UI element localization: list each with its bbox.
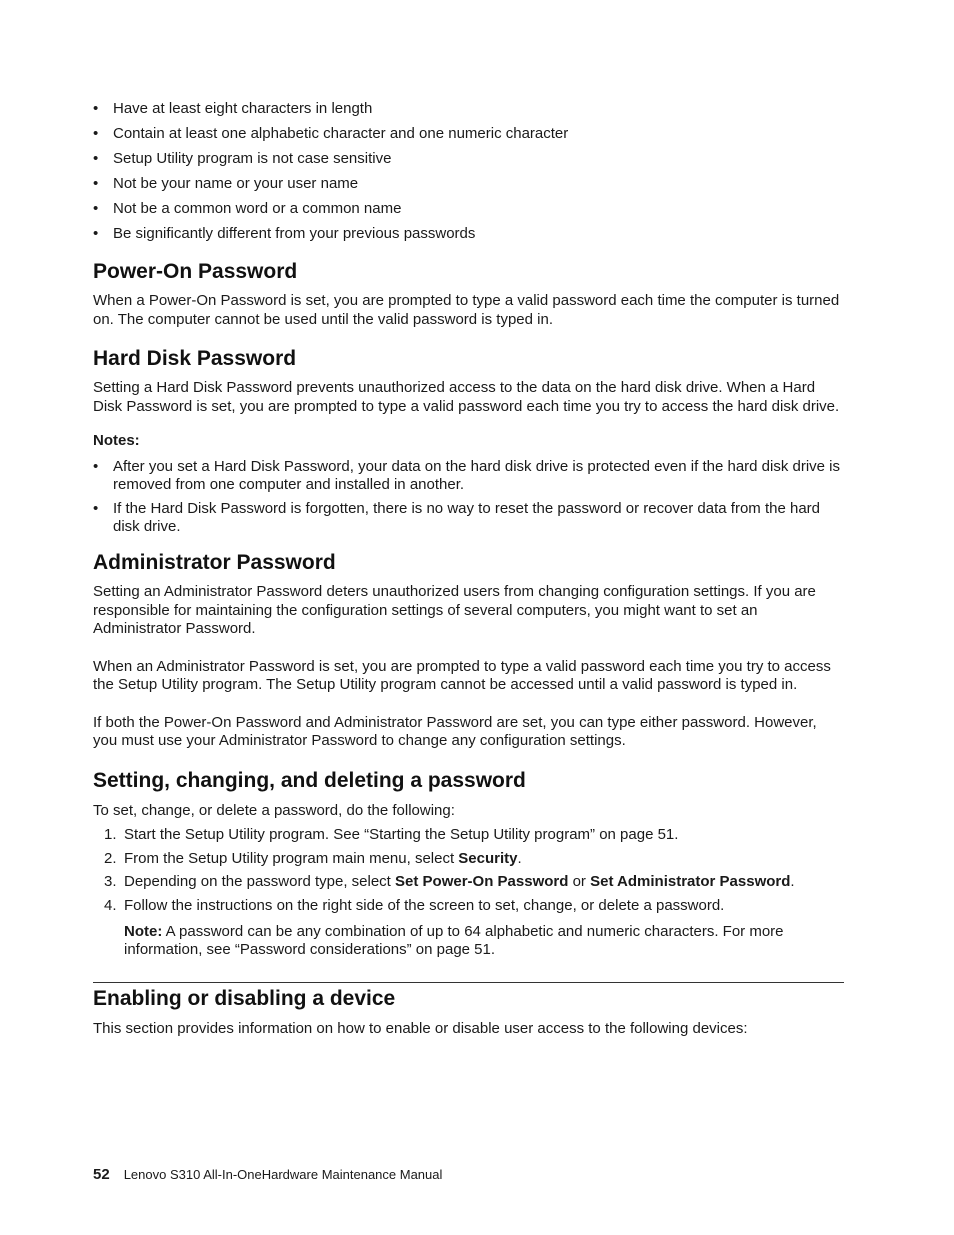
- page-footer: [93, 1166, 442, 1183]
- hard-disk-body: Setting a Hard Disk Password prevents unauthorized access to the data on the hard disk drive. When a Hard Disk Password is set, you are prompted to type a valid password each time you try to access the hard disk drive.: [93, 379, 840, 415]
- step-text-end: .: [517, 849, 522, 867]
- step-text-end: .: [790, 873, 795, 890]
- setting-intro: To set, change, or delete a password, do the following:: [93, 801, 455, 819]
- step-item: [93, 873, 845, 891]
- admin-heading: Administrator Password: [93, 551, 336, 574]
- enabling-heading: Enabling or disabling a device: [93, 986, 396, 1010]
- step-number: 1.: [104, 826, 117, 843]
- list-item: • Contain at least one alphabetic character and one numeric character: [93, 125, 845, 143]
- list-item: • Not be your name or your user name: [93, 175, 845, 193]
- password-note: [93, 923, 845, 960]
- step-item: [93, 850, 845, 868]
- setting-heading: Setting, changing, and deleting a password: [93, 768, 526, 792]
- note-text: A password can be any combination of up to 64 alphabetic and numeric characters. For more information, see “Password considerations” on page 51.: [124, 922, 784, 958]
- step-text-mid: or: [568, 873, 591, 890]
- step-text: From the Setup Utility program main menu, select: [124, 849, 459, 867]
- power-on-body: When a Power-On Password is set, you are prompted to type a valid password each time the computer is turned on. The computer cannot be used until the valid password is typed in.: [93, 292, 840, 328]
- step-text: Start the Setup Utility program. See “Starting the Setup Utility program” on page 51.: [124, 826, 679, 843]
- enabling-body: This section provides information on how to enable or disable user access to the following devices:: [93, 1019, 748, 1037]
- step-item: [93, 897, 845, 915]
- step-option-2: Set Administrator Password: [590, 873, 791, 890]
- steps-list: [93, 826, 845, 915]
- step-item: [93, 826, 845, 844]
- list-item: • After you set a Hard Disk Password, your data on the hard disk drive is protected even if the hard disk drive is removed from one computer and installed in another.: [93, 458, 845, 494]
- notes-list: [93, 458, 845, 536]
- list-item: • Be significantly different from your previous passwords: [93, 225, 845, 243]
- step-number: 4.: [104, 896, 117, 914]
- hard-disk-heading: Hard Disk Password: [93, 347, 297, 370]
- list-item: • If the Hard Disk Password is forgotten, there is no way to reset the password or recover data from the hard disk drive.: [93, 500, 845, 536]
- step-text: Depending on the password type, select: [124, 873, 396, 890]
- step-number: 2.: [104, 849, 117, 867]
- section-divider: [93, 982, 844, 983]
- admin-para-3: If both the Power-On Password and Administrator Password are set, you can type either password. However, you must use your Administrator Password to change any configuration settings.: [93, 713, 817, 749]
- step-option-1: Set Power-On Password: [395, 873, 569, 890]
- admin-para-1: Setting an Administrator Password deters unauthorized users from changing configuration settings. If you are responsible for maintaining the configuration settings of several computers, you might want to set an Administrator Password.: [93, 583, 816, 637]
- page-number: 52: [93, 1166, 110, 1183]
- password-rules-list: [93, 100, 845, 243]
- step-text: Follow the instructions on the right side of the screen to set, change, or delete a password.: [124, 896, 725, 914]
- document-page: [93, 100, 845, 1038]
- list-item: • Have at least eight characters in length: [93, 100, 845, 118]
- power-on-heading: Power-On Password: [93, 260, 298, 283]
- step-menu-name: Security: [458, 849, 518, 867]
- step-number: 3.: [104, 873, 117, 890]
- notes-label: Notes:: [93, 432, 140, 449]
- list-item: • Not be a common word or a common name: [93, 200, 845, 218]
- admin-para-2: When an Administrator Password is set, you are prompted to type a valid password each time you try to access the Setup Utility program. The Setup Utility program cannot be accessed until a valid password is typed in.: [93, 657, 831, 693]
- list-item: • Setup Utility program is not case sensitive: [93, 150, 845, 168]
- note-label: Note:: [124, 922, 163, 940]
- manual-title: Lenovo S310 All-In-OneHardware Maintenance Manual: [123, 1167, 443, 1182]
